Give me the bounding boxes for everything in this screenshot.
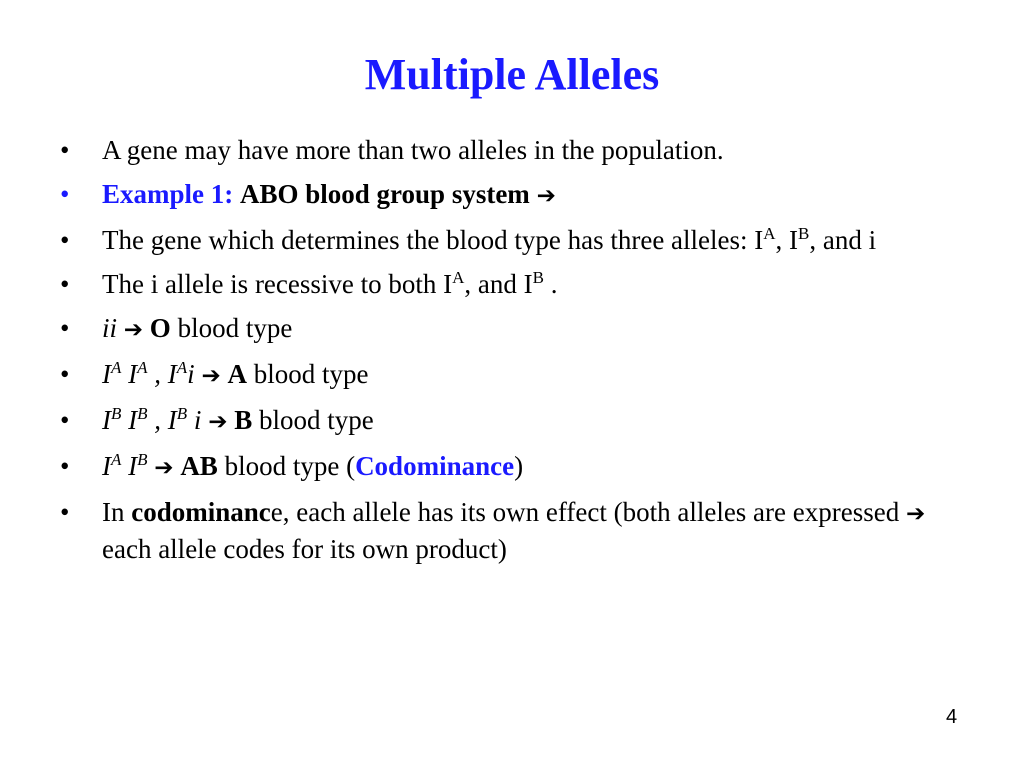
page-number: 4	[946, 706, 958, 728]
bullet-text: The gene which determines the blood type has three alleles: I	[102, 225, 764, 255]
superscript: A	[763, 224, 776, 243]
superscript: A	[452, 268, 465, 287]
bullet-text: blood type	[170, 313, 293, 343]
separator: ,	[147, 405, 168, 435]
bullet-icon: •	[60, 405, 70, 435]
example-text: ABO blood group system	[240, 179, 530, 209]
bullet-item-b-type	[60, 403, 980, 440]
superscript: A	[111, 358, 122, 377]
right-arrow-icon: ➔	[208, 409, 228, 435]
allele: I	[128, 405, 138, 435]
bullet-item-gene-alleles	[60, 133, 980, 168]
bullet-item-example	[60, 177, 980, 214]
bullet-text: , and i	[809, 225, 877, 255]
bullet-icon: •	[60, 451, 70, 481]
superscript: B	[137, 404, 148, 423]
allele: I	[102, 451, 111, 481]
allele: I	[167, 405, 177, 435]
blood-type: A	[227, 359, 247, 389]
superscript: B	[798, 224, 810, 243]
bullet-text: .	[544, 269, 558, 299]
bullet-text: blood type (	[217, 451, 356, 481]
right-arrow-icon: ➔	[123, 317, 144, 343]
bullet-icon: •	[60, 497, 70, 527]
bullet-text: blood type	[252, 405, 374, 435]
bullet-item-recessive	[60, 267, 980, 302]
bullet-list	[60, 133, 980, 576]
bullet-icon: •	[60, 269, 70, 299]
bullet-text: The i allele is recessive to both I	[102, 269, 453, 299]
allele: I	[102, 359, 111, 389]
bullet-text: )	[514, 451, 524, 481]
bullet-text: blood type	[246, 359, 369, 389]
bullet-text: In	[102, 497, 132, 527]
allele: I	[128, 359, 138, 389]
right-arrow-icon: ➔	[536, 183, 556, 209]
allele: I	[102, 405, 111, 435]
blood-type: B	[234, 405, 253, 435]
genotype: ii	[102, 313, 118, 343]
superscript: A	[176, 358, 188, 377]
allele: i	[187, 359, 195, 389]
codominance-term: Codominance	[355, 451, 515, 481]
separator: ,	[147, 359, 168, 389]
blood-type: O	[149, 313, 171, 343]
allele: I	[167, 359, 177, 389]
superscript: A	[111, 450, 122, 469]
bullet-icon: •	[60, 135, 70, 165]
allele: i	[193, 405, 202, 435]
bullet-item-o-type	[60, 311, 980, 348]
superscript: B	[137, 450, 148, 469]
bullet-item-codominance	[60, 495, 980, 567]
bullet-text: , and I	[464, 269, 533, 299]
bullet-item-ab-type	[60, 449, 980, 486]
right-arrow-icon: ➔	[154, 455, 174, 481]
bullet-icon: •	[60, 179, 70, 209]
blood-type: AB	[180, 451, 218, 481]
slide-title: Multiple Alleles	[364, 50, 660, 99]
bullet-text: e, each allele has its own effect (both alleles are expressed	[270, 497, 906, 527]
example-label: Example 1:	[102, 179, 234, 209]
codominance-bold: codominanc	[131, 497, 271, 527]
superscript: B	[176, 404, 188, 423]
bullet-text: , I	[775, 225, 799, 255]
allele: I	[128, 451, 138, 481]
right-arrow-icon: ➔	[201, 363, 221, 389]
bullet-item-a-type	[60, 357, 980, 394]
superscript: A	[137, 358, 148, 377]
bullet-item-three-alleles	[60, 223, 980, 258]
bullet-text: each allele codes for its own product)	[102, 534, 507, 564]
bullet-icon: •	[60, 313, 70, 343]
superscript: B	[532, 268, 544, 287]
right-arrow-icon: ➔	[905, 501, 926, 527]
superscript: B	[111, 404, 122, 423]
bullet-text: A gene may have more than two alleles in the population.	[102, 135, 724, 165]
bullet-icon: •	[60, 225, 70, 255]
bullet-icon: •	[60, 359, 70, 389]
